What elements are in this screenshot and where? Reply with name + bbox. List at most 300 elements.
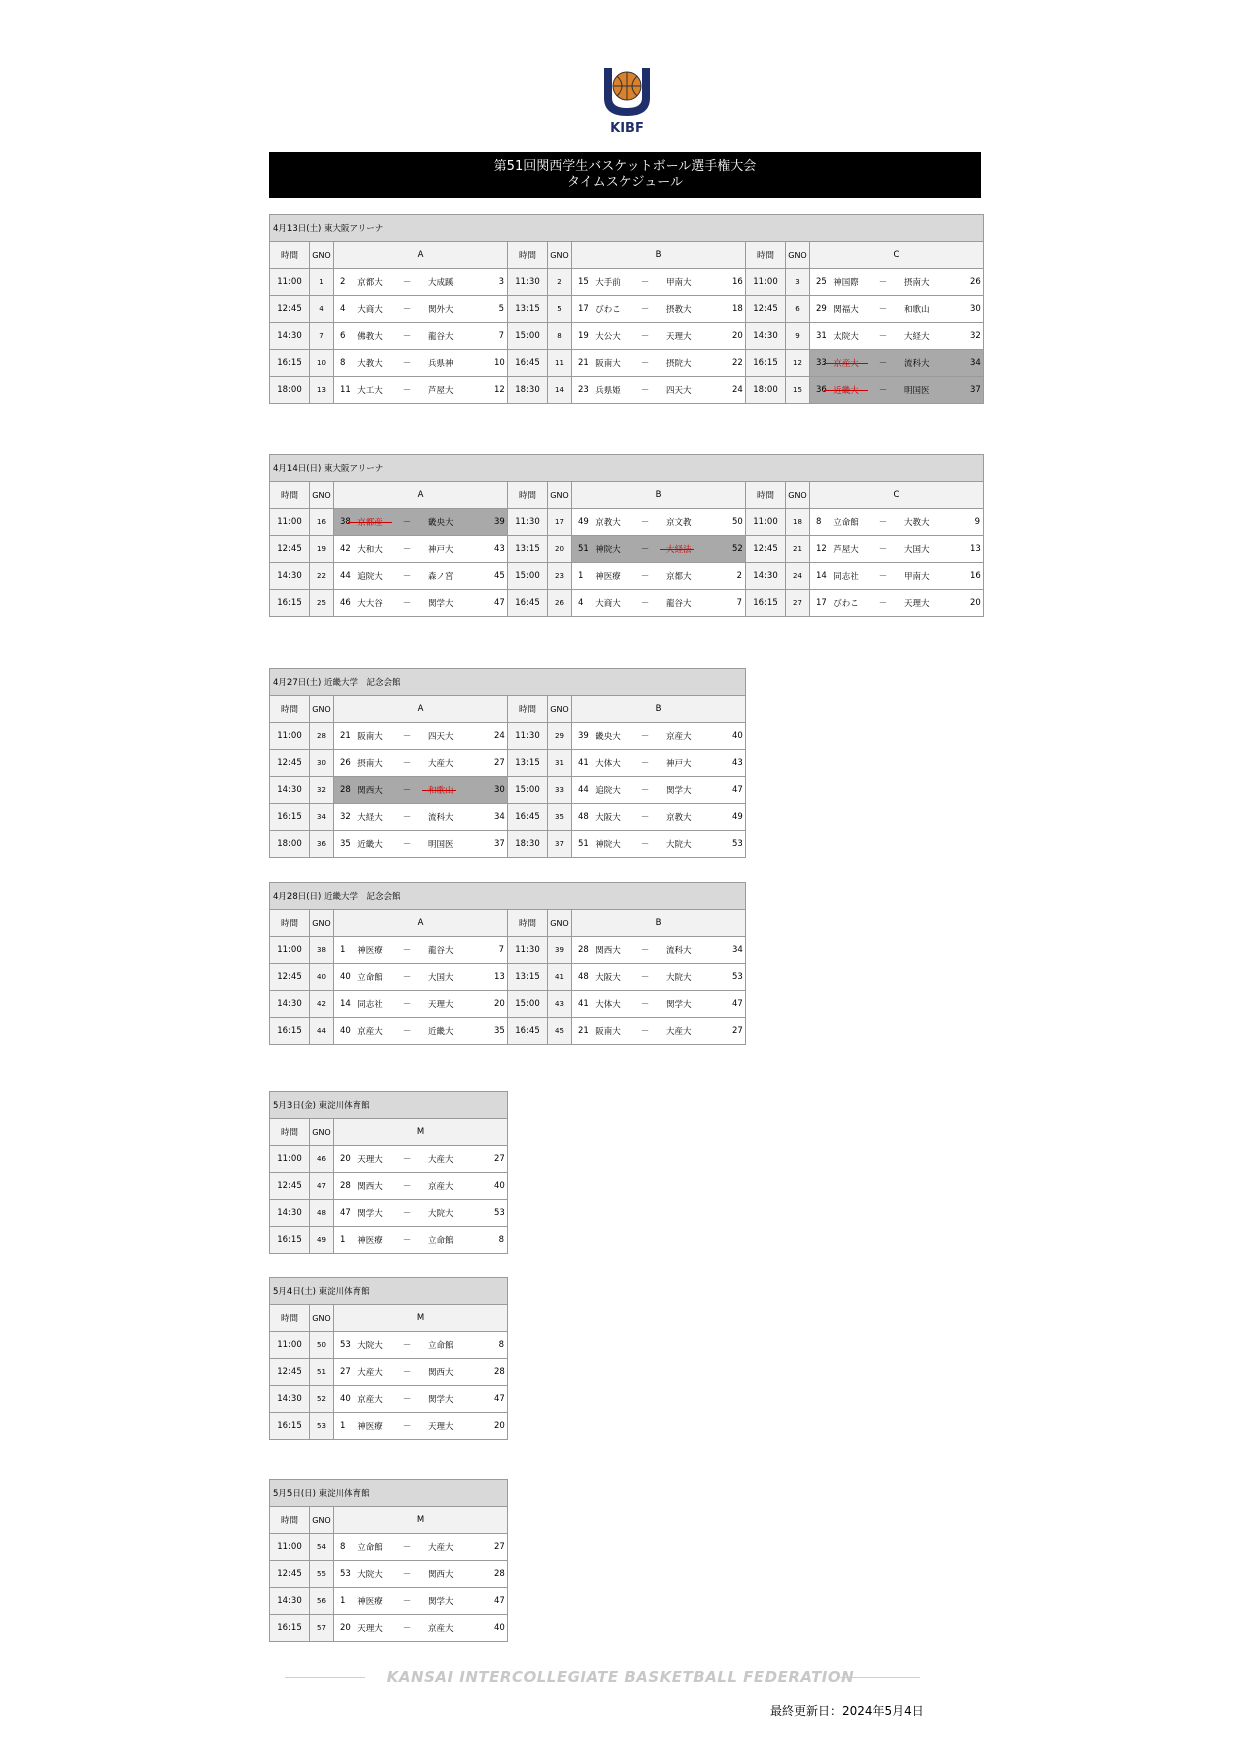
schedule-table bbox=[269, 1091, 508, 1254]
gno-header: GNO bbox=[310, 1119, 334, 1146]
game-matchup bbox=[334, 1227, 508, 1254]
team-1-seed: 20 bbox=[340, 1623, 351, 1633]
team-2-seed: 52 bbox=[732, 544, 743, 554]
game-row bbox=[270, 1227, 508, 1254]
game-number: 7 bbox=[310, 323, 334, 350]
team-1-seed: 20 bbox=[340, 1154, 351, 1164]
game-number: 40 bbox=[310, 964, 334, 991]
game-time: 15:00 bbox=[508, 777, 548, 804]
day-caption: 4月27日(土) 近畿大学 記念会館 bbox=[270, 669, 746, 696]
versus-dash: － bbox=[878, 332, 888, 342]
team-1-name: 太院大 bbox=[833, 332, 859, 342]
team-2-seed: 53 bbox=[732, 972, 743, 982]
time-header: 時間 bbox=[270, 1119, 310, 1146]
team-1-name: 関福大 bbox=[833, 305, 859, 315]
game-time: 16:15 bbox=[270, 804, 310, 831]
team-1-name: 大院大 bbox=[357, 1341, 383, 1351]
game-matchup bbox=[810, 590, 984, 617]
team-1-name: 近畿大 bbox=[830, 384, 862, 396]
team-2-seed: 45 bbox=[494, 571, 505, 581]
team-2-seed: 20 bbox=[732, 331, 743, 341]
team-2-name: 四天大 bbox=[666, 386, 692, 396]
game-number: 28 bbox=[310, 723, 334, 750]
game-number: 16 bbox=[310, 509, 334, 536]
game-number: 17 bbox=[548, 509, 572, 536]
team-2-name: 森ノ宮 bbox=[428, 572, 454, 582]
versus-dash: － bbox=[402, 759, 412, 769]
team-1-name: 大経大 bbox=[357, 813, 383, 823]
team-1-name: 京産大 bbox=[357, 1395, 383, 1405]
versus-dash: － bbox=[402, 545, 412, 555]
versus-dash: － bbox=[402, 1236, 412, 1246]
team-2-name: 兵県神 bbox=[428, 359, 454, 369]
team-1-seed: 1 bbox=[578, 571, 584, 581]
team-2-name: 神戸大 bbox=[666, 759, 692, 769]
day-schedule bbox=[269, 1277, 508, 1440]
team-2-seed: 8 bbox=[498, 1340, 505, 1350]
game-matchup bbox=[334, 991, 508, 1018]
team-1-seed: 21 bbox=[340, 731, 351, 741]
game-number: 54 bbox=[310, 1534, 334, 1561]
game-row bbox=[270, 937, 746, 964]
gno-header: GNO bbox=[786, 242, 810, 269]
game-time: 12:45 bbox=[270, 750, 310, 777]
game-time: 15:00 bbox=[508, 991, 548, 1018]
game-matchup bbox=[334, 1359, 508, 1386]
team-2-name: 立命館 bbox=[428, 1236, 454, 1246]
game-number: 36 bbox=[310, 831, 334, 858]
game-number: 47 bbox=[310, 1173, 334, 1200]
game-number: 57 bbox=[310, 1615, 334, 1642]
team-1-name: 大公大 bbox=[595, 332, 621, 342]
day-caption: 5月3日(金) 東淀川体育館 bbox=[270, 1092, 508, 1119]
team-2-seed: 2 bbox=[736, 571, 742, 581]
day-caption: 4月28日(日) 近畿大学 記念会館 bbox=[270, 883, 746, 910]
game-number: 46 bbox=[310, 1146, 334, 1173]
day-caption: 5月5日(日) 東淀川体育館 bbox=[270, 1480, 508, 1507]
team-1-seed: 33 bbox=[816, 358, 827, 368]
game-matchup bbox=[334, 723, 508, 750]
game-matchup bbox=[334, 750, 508, 777]
team-1-seed: 21 bbox=[578, 1026, 589, 1036]
game-matchup bbox=[334, 937, 508, 964]
game-number: 10 bbox=[310, 350, 334, 377]
team-2-seed: 32 bbox=[970, 331, 981, 341]
game-matchup bbox=[334, 377, 508, 404]
team-1-seed: 1 bbox=[340, 945, 346, 955]
game-time: 14:30 bbox=[270, 1200, 310, 1227]
game-row bbox=[270, 1413, 508, 1440]
team-2-seed: 13 bbox=[494, 972, 505, 982]
court-header: B bbox=[572, 910, 746, 937]
team-1-name: 関西大 bbox=[357, 1182, 383, 1192]
team-2-seed: 27 bbox=[494, 1154, 505, 1164]
team-2-seed: 10 bbox=[494, 358, 505, 368]
team-1-seed: 4 bbox=[340, 304, 346, 314]
team-2-name: 明国医 bbox=[904, 386, 930, 396]
versus-dash: － bbox=[402, 1341, 412, 1351]
day-schedule bbox=[269, 882, 746, 1045]
team-2-name: 流科大 bbox=[666, 946, 692, 956]
team-2-seed: 7 bbox=[498, 945, 504, 955]
versus-dash: － bbox=[878, 305, 888, 315]
game-time: 18:30 bbox=[508, 831, 548, 858]
game-time: 12:45 bbox=[270, 1359, 310, 1386]
team-2-name: 畿央大 bbox=[428, 518, 454, 528]
game-number: 31 bbox=[548, 750, 572, 777]
team-1-name: 天理大 bbox=[357, 1624, 383, 1634]
time-header: 時間 bbox=[508, 696, 548, 723]
team-1-seed: 15 bbox=[578, 277, 589, 287]
team-1-name: びわこ bbox=[833, 599, 859, 609]
team-2-seed: 47 bbox=[494, 1394, 505, 1404]
game-number: 55 bbox=[310, 1561, 334, 1588]
versus-dash: － bbox=[402, 1155, 412, 1165]
team-2-name: 京都大 bbox=[666, 572, 692, 582]
gno-header: GNO bbox=[310, 1305, 334, 1332]
versus-dash: － bbox=[402, 1543, 412, 1553]
game-number: 32 bbox=[310, 777, 334, 804]
team-1-name: 神院大 bbox=[595, 840, 621, 850]
versus-dash: － bbox=[402, 1422, 412, 1432]
game-number: 18 bbox=[786, 509, 810, 536]
game-row bbox=[270, 1386, 508, 1413]
schedule-table bbox=[269, 1277, 508, 1440]
versus-dash: － bbox=[402, 359, 412, 369]
game-matchup bbox=[334, 350, 508, 377]
team-1-name: 京都産 bbox=[354, 516, 386, 528]
game-number: 41 bbox=[548, 964, 572, 991]
game-time: 16:15 bbox=[270, 1615, 310, 1642]
game-number: 51 bbox=[310, 1359, 334, 1386]
team-1-seed: 19 bbox=[578, 331, 589, 341]
team-2-name: 関西大 bbox=[428, 1570, 454, 1580]
team-2-seed: 13 bbox=[970, 544, 981, 554]
team-1-name: 京教大 bbox=[595, 518, 621, 528]
game-matchup bbox=[810, 323, 984, 350]
team-1-name: びわこ bbox=[595, 305, 621, 315]
team-1-seed: 39 bbox=[578, 731, 589, 741]
team-2-name: 大産大 bbox=[428, 759, 454, 769]
game-time: 11:00 bbox=[270, 1332, 310, 1359]
time-header: 時間 bbox=[270, 910, 310, 937]
game-time: 11:30 bbox=[508, 723, 548, 750]
team-1-seed: 44 bbox=[340, 571, 351, 581]
versus-dash: － bbox=[640, 518, 650, 528]
time-header: 時間 bbox=[270, 696, 310, 723]
time-header: 時間 bbox=[508, 242, 548, 269]
team-2-name: 龍谷大 bbox=[428, 946, 454, 956]
game-number: 27 bbox=[786, 590, 810, 617]
game-matchup bbox=[334, 1332, 508, 1359]
court-header: C bbox=[810, 482, 984, 509]
game-matchup bbox=[572, 563, 746, 590]
game-time: 11:00 bbox=[270, 723, 310, 750]
versus-dash: － bbox=[402, 813, 412, 823]
team-2-name: 龍谷大 bbox=[428, 332, 454, 342]
game-number: 12 bbox=[786, 350, 810, 377]
team-2-seed: 20 bbox=[494, 1421, 505, 1431]
team-2-name: 関外大 bbox=[428, 305, 454, 315]
game-number: 1 bbox=[310, 269, 334, 296]
team-2-seed: 30 bbox=[970, 304, 981, 314]
game-time: 16:45 bbox=[508, 804, 548, 831]
gno-header: GNO bbox=[548, 696, 572, 723]
game-time: 12:45 bbox=[270, 1561, 310, 1588]
game-matchup bbox=[572, 536, 746, 563]
day-schedule bbox=[269, 214, 984, 404]
team-2-name: 龍谷大 bbox=[666, 599, 692, 609]
court-header: M bbox=[334, 1119, 508, 1146]
versus-dash: － bbox=[402, 1570, 412, 1580]
versus-dash: － bbox=[402, 1624, 412, 1634]
game-row bbox=[270, 1018, 746, 1045]
title-bar bbox=[269, 152, 981, 198]
game-matchup bbox=[572, 750, 746, 777]
game-number: 20 bbox=[548, 536, 572, 563]
game-row bbox=[270, 804, 746, 831]
court-header: A bbox=[334, 910, 508, 937]
day-schedule bbox=[269, 668, 746, 858]
game-matchup bbox=[572, 723, 746, 750]
gno-header: GNO bbox=[786, 482, 810, 509]
team-1-seed: 31 bbox=[816, 331, 827, 341]
game-matchup bbox=[810, 296, 984, 323]
versus-dash: － bbox=[402, 973, 412, 983]
team-1-name: 芦屋大 bbox=[833, 545, 859, 555]
team-1-name: 追院大 bbox=[357, 572, 383, 582]
team-1-seed: 40 bbox=[340, 1026, 351, 1036]
game-number: 39 bbox=[548, 937, 572, 964]
game-number: 8 bbox=[548, 323, 572, 350]
versus-dash: － bbox=[640, 1027, 650, 1037]
time-header: 時間 bbox=[508, 910, 548, 937]
team-2-seed: 37 bbox=[970, 385, 981, 395]
game-time: 12:45 bbox=[746, 296, 786, 323]
team-1-seed: 38 bbox=[340, 517, 351, 527]
team-1-seed: 1 bbox=[340, 1421, 346, 1431]
team-2-name: 関西大 bbox=[428, 1368, 454, 1378]
game-matchup bbox=[572, 377, 746, 404]
versus-dash: － bbox=[878, 278, 888, 288]
team-2-name: 摂院大 bbox=[666, 359, 692, 369]
versus-dash: － bbox=[402, 332, 412, 342]
team-2-name: 立命館 bbox=[428, 1341, 454, 1351]
game-number: 2 bbox=[548, 269, 572, 296]
team-2-seed: 40 bbox=[494, 1181, 505, 1191]
game-time: 11:00 bbox=[270, 937, 310, 964]
game-time: 16:15 bbox=[270, 1413, 310, 1440]
team-1-seed: 11 bbox=[340, 385, 351, 395]
game-number: 15 bbox=[786, 377, 810, 404]
game-number: 29 bbox=[548, 723, 572, 750]
game-number: 9 bbox=[786, 323, 810, 350]
team-2-seed: 35 bbox=[494, 1026, 505, 1036]
gno-header: GNO bbox=[310, 910, 334, 937]
team-1-seed: 28 bbox=[340, 785, 351, 795]
game-matchup bbox=[572, 991, 746, 1018]
game-row bbox=[270, 1561, 508, 1588]
versus-dash: － bbox=[402, 386, 412, 396]
game-row bbox=[270, 723, 746, 750]
game-number: 52 bbox=[310, 1386, 334, 1413]
game-time: 11:00 bbox=[746, 269, 786, 296]
game-row bbox=[270, 777, 746, 804]
versus-dash: － bbox=[878, 518, 888, 528]
team-2-seed: 24 bbox=[732, 385, 743, 395]
game-matchup bbox=[572, 831, 746, 858]
game-number: 4 bbox=[310, 296, 334, 323]
day-caption: 5月4日(土) 東淀川体育館 bbox=[270, 1278, 508, 1305]
game-time: 16:15 bbox=[746, 590, 786, 617]
title-line-2: タイムスケジュール bbox=[567, 175, 683, 190]
kibf-logo bbox=[598, 64, 656, 136]
game-matchup bbox=[572, 509, 746, 536]
team-2-seed: 34 bbox=[732, 945, 743, 955]
team-2-name: 関学大 bbox=[428, 1395, 454, 1405]
team-2-seed: 22 bbox=[732, 358, 743, 368]
team-2-name: 京産大 bbox=[428, 1624, 454, 1634]
game-row bbox=[270, 590, 984, 617]
game-time: 11:00 bbox=[270, 509, 310, 536]
team-1-name: 大阪大 bbox=[595, 973, 621, 983]
schedule-table bbox=[269, 214, 984, 404]
court-header: A bbox=[334, 482, 508, 509]
team-1-name: 神国際 bbox=[833, 278, 859, 288]
team-1-seed: 48 bbox=[578, 972, 589, 982]
game-time: 16:45 bbox=[508, 1018, 548, 1045]
team-2-name: 関学大 bbox=[666, 1000, 692, 1010]
team-1-seed: 1 bbox=[340, 1596, 346, 1606]
team-2-seed: 53 bbox=[494, 1208, 505, 1218]
game-matchup bbox=[810, 377, 984, 404]
game-matchup bbox=[334, 1200, 508, 1227]
team-1-name: 近畿大 bbox=[357, 840, 383, 850]
game-time: 11:00 bbox=[270, 1534, 310, 1561]
team-1-name: 神医療 bbox=[357, 1422, 383, 1432]
game-matchup bbox=[334, 804, 508, 831]
team-2-name: 天理大 bbox=[428, 1000, 454, 1010]
time-header: 時間 bbox=[508, 482, 548, 509]
team-1-seed: 35 bbox=[340, 839, 351, 849]
team-1-seed: 44 bbox=[578, 785, 589, 795]
team-1-seed: 53 bbox=[340, 1340, 351, 1350]
gno-header: GNO bbox=[310, 1507, 334, 1534]
game-number: 21 bbox=[786, 536, 810, 563]
versus-dash: － bbox=[640, 813, 650, 823]
game-number: 5 bbox=[548, 296, 572, 323]
team-1-name: 大体大 bbox=[595, 1000, 621, 1010]
game-matchup bbox=[572, 590, 746, 617]
game-time: 12:45 bbox=[746, 536, 786, 563]
game-matchup bbox=[334, 1561, 508, 1588]
team-1-name: 阪南大 bbox=[595, 1027, 621, 1037]
team-1-name: 阪南大 bbox=[357, 732, 383, 742]
game-time: 16:45 bbox=[508, 590, 548, 617]
game-number: 19 bbox=[310, 536, 334, 563]
versus-dash: － bbox=[640, 545, 650, 555]
team-2-name: 大院大 bbox=[666, 973, 692, 983]
time-header: 時間 bbox=[270, 482, 310, 509]
game-time: 16:15 bbox=[270, 1018, 310, 1045]
game-matchup bbox=[810, 350, 984, 377]
game-matchup bbox=[334, 269, 508, 296]
team-1-seed: 40 bbox=[340, 972, 351, 982]
team-1-name: 追院大 bbox=[595, 786, 621, 796]
game-time: 14:30 bbox=[746, 323, 786, 350]
game-matchup bbox=[572, 937, 746, 964]
game-matchup bbox=[334, 1173, 508, 1200]
versus-dash: － bbox=[640, 305, 650, 315]
team-2-seed: 47 bbox=[732, 999, 743, 1009]
game-matchup bbox=[334, 509, 508, 536]
game-row bbox=[270, 1359, 508, 1386]
team-1-seed: 49 bbox=[578, 517, 589, 527]
game-matchup bbox=[572, 269, 746, 296]
game-row bbox=[270, 1200, 508, 1227]
team-2-seed: 47 bbox=[494, 598, 505, 608]
game-matchup bbox=[334, 296, 508, 323]
versus-dash: － bbox=[640, 359, 650, 369]
team-1-seed: 32 bbox=[340, 812, 351, 822]
game-time: 18:30 bbox=[508, 377, 548, 404]
game-row bbox=[270, 1588, 508, 1615]
team-1-name: 神医療 bbox=[357, 1236, 383, 1246]
game-matchup bbox=[810, 536, 984, 563]
team-1-name: 関西大 bbox=[595, 946, 621, 956]
team-1-seed: 8 bbox=[340, 1542, 346, 1552]
team-2-name: 大経法 bbox=[666, 545, 692, 555]
schedule-table bbox=[269, 454, 984, 617]
team-1-seed: 27 bbox=[340, 1367, 351, 1377]
game-number: 42 bbox=[310, 991, 334, 1018]
team-1-seed: 48 bbox=[578, 812, 589, 822]
team-1-name: 大商大 bbox=[595, 599, 621, 609]
court-header: C bbox=[810, 242, 984, 269]
game-time: 14:30 bbox=[270, 1386, 310, 1413]
team-1-name: 立命館 bbox=[357, 973, 383, 983]
game-matchup bbox=[572, 296, 746, 323]
versus-dash: － bbox=[402, 1000, 412, 1010]
team-1-seed: 1 bbox=[340, 1235, 346, 1245]
versus-dash: － bbox=[640, 1000, 650, 1010]
game-time: 12:45 bbox=[270, 964, 310, 991]
team-2-name: 和歌山 bbox=[428, 786, 454, 796]
team-1-seed: 17 bbox=[578, 304, 589, 314]
team-2-seed: 27 bbox=[494, 1542, 505, 1552]
team-1-name: 同志社 bbox=[833, 572, 859, 582]
time-header: 時間 bbox=[746, 242, 786, 269]
game-matchup bbox=[572, 1018, 746, 1045]
versus-dash: － bbox=[402, 305, 412, 315]
game-matchup bbox=[810, 269, 984, 296]
team-2-name: 大国大 bbox=[428, 973, 454, 983]
court-header: B bbox=[572, 696, 746, 723]
game-number: 33 bbox=[548, 777, 572, 804]
team-1-seed: 25 bbox=[816, 277, 827, 287]
team-1-name: 大教大 bbox=[357, 359, 383, 369]
team-1-seed: 12 bbox=[816, 544, 827, 554]
team-1-seed: 17 bbox=[816, 598, 827, 608]
team-1-name: 天理大 bbox=[357, 1155, 383, 1165]
game-row bbox=[270, 296, 984, 323]
team-1-name: 京都大 bbox=[357, 278, 383, 288]
game-row bbox=[270, 323, 984, 350]
court-header: M bbox=[334, 1507, 508, 1534]
game-time: 14:30 bbox=[270, 777, 310, 804]
team-1-name: 阪南大 bbox=[595, 359, 621, 369]
game-time: 12:45 bbox=[270, 296, 310, 323]
